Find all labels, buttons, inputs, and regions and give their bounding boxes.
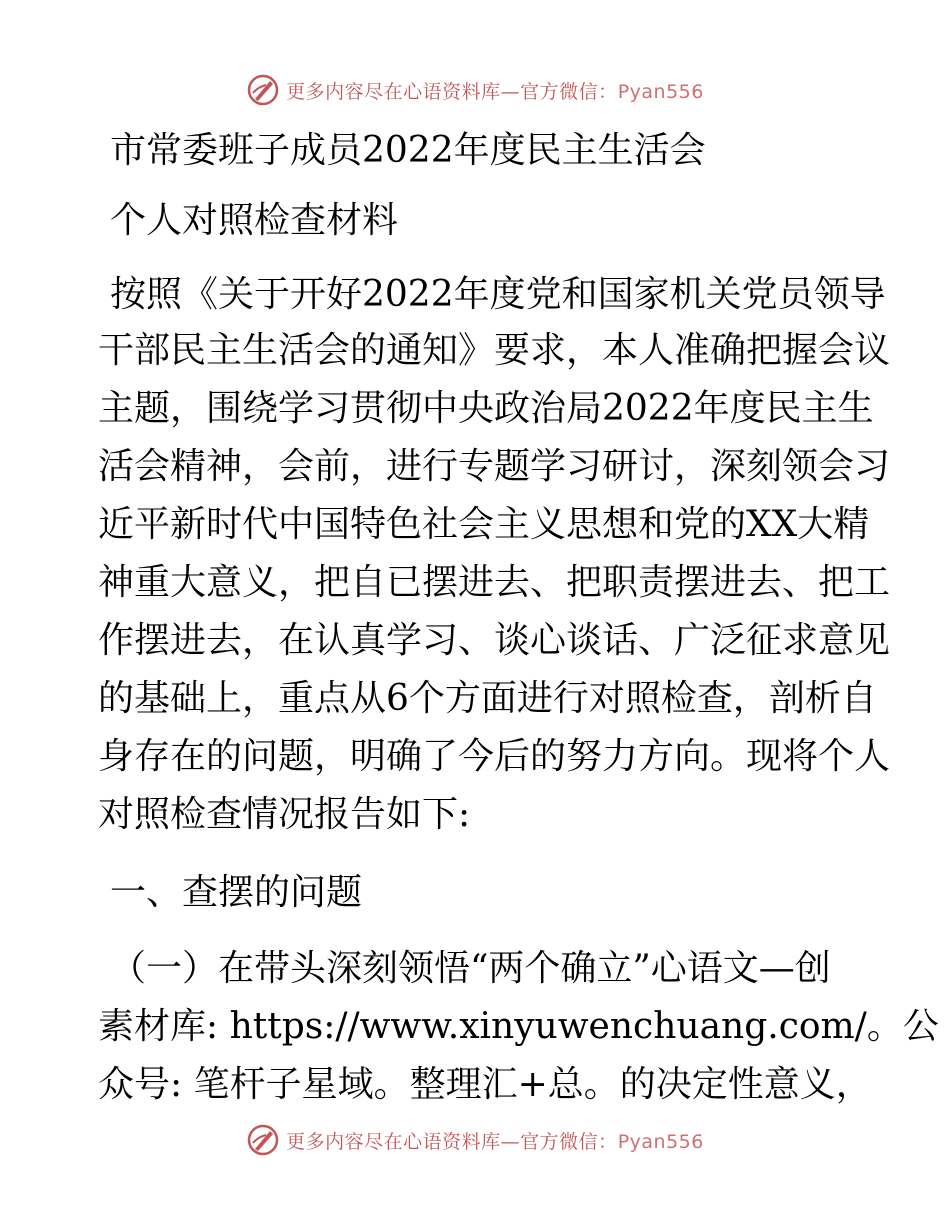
document-title-line-2: 个人对照检查材料 [110,200,399,241]
header-watermark [0,70,950,110]
paragraph-line: 神重大意义，把自已摆进去、把职责摆进去、把工 [98,562,891,603]
watermark-separator: — [500,80,521,103]
paragraph-line: 作摆进去，在认真学习、谈心谈话、广泛征求意见 [98,620,891,661]
paragraph-line: 的基础上，重点从6个方面进行对照检查，剖析自 [98,678,877,719]
paragraph-line: 活会精神，会前，进行专题学习研讨，深刻领会习 [98,446,891,487]
section-heading: 一、查摆的问题 [110,872,363,913]
watermark-tail-text: 官方微信： [520,1130,618,1153]
paragraph-line: 对照检查情况报告如下: [98,794,471,835]
paragraph-line: 干部民主生活会的通知》要求，本人准确把握会议 [98,330,891,371]
sub-paragraph-line: 众号: 笔杆子星域。整理汇+总。的决定性意义， [98,1064,872,1105]
watermark-wechat-id: Pyan556 [617,1130,704,1153]
watermark-tail-text: 官方微信： [520,80,618,103]
paragraph-line: 身存在的问题，明确了今后的努力方向。现将个人 [98,736,891,777]
feather-pen-logo-icon [246,73,280,107]
sub-paragraph-line: （一）在带头深刻领悟“两个确立”心语文—创 [110,948,831,989]
document-title-line-1: 市常委班子成员2022年度民主生活会 [110,130,706,171]
watermark-wechat-id: Pyan556 [617,80,704,103]
footer-watermark [0,1120,950,1160]
watermark-text [286,77,704,104]
paragraph-line: 近平新时代中国特色社会主义思想和党的XX大精 [98,504,870,545]
sub-paragraph-line: 素材库: https://www.xinyuwenchuang.com/。公 [98,1006,939,1047]
watermark-main-text: 更多内容尽在心语资料库 [286,80,501,103]
paragraph-line: 主题，围绕学习贯彻中央政治局2022年度民主生 [98,388,874,429]
feather-pen-logo-icon [246,1123,280,1157]
watermark-text [286,1127,704,1154]
watermark-main-text: 更多内容尽在心语资料库 [286,1130,501,1153]
watermark-separator: — [500,1130,521,1153]
paragraph-line: 按照《关于开好2022年度党和国家机关党员领导 [110,274,886,315]
